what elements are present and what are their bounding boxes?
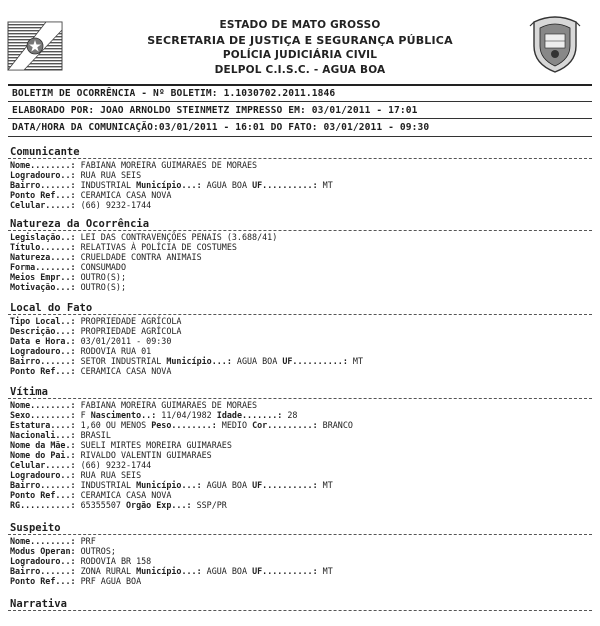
police-badge-emblem: [526, 12, 584, 74]
vitima-celular-row: Celular.....: (66) 9232-1744: [10, 460, 152, 470]
local-logradouro-row: Logradouro..: RODOVIA RUA 01: [10, 346, 152, 356]
local-bairro-row: Bairro......: SETOR INDUSTRIAL Município...: AGUA BOA UF..........: MT: [10, 356, 364, 366]
section-title-suspeito: Suspeito: [10, 522, 61, 534]
elaborado-line: ELABORADO POR: JOAO ARNOLDO STEINMETZ IMPRESSO EM: 03/01/2011 - 17:01: [12, 105, 418, 116]
natureza-forma-row: Forma.......: CONSUMADO: [10, 262, 126, 272]
divider: [8, 136, 592, 137]
section-title-vitima: Vítima: [10, 386, 48, 398]
natureza-motivacao-row: Motivação...: OUTRO(S);: [10, 282, 126, 292]
section-divider: [8, 534, 592, 535]
section-divider: [8, 314, 592, 315]
vitima-pai-row: Nome do Pai.: RIVALDO VALENTIN GUIMARAES: [10, 450, 212, 460]
vitima-ponto-ref-row: Ponto Ref...: CERAMICA CASA NOVA: [10, 490, 172, 500]
vitima-mae-row: Nome da Mãe.: SUELI MIRTES MOREIRA GUIMARAES: [10, 440, 232, 450]
suspeito-logradouro-row: Logradouro..: RODOVIA BR 158: [10, 556, 152, 566]
divider: [8, 118, 592, 119]
natureza-titulo-row: Título......: RELATIVAS À POLÍCIA DE COSTUMES: [10, 242, 237, 252]
vitima-nome-row: Nome........: FABIANA MOREIRA GUIMARAES DE MORAES: [10, 400, 258, 410]
comunicante-bairro-row: Bairro......: INDUSTRIAL Município...: AGUA BOA UF..........: MT: [10, 180, 333, 190]
section-divider: [8, 610, 592, 611]
comunicante-celular-row: Celular.....: (66) 9232-1744: [10, 200, 152, 210]
comunicacao-line: DATA/HORA DA COMUNICAÇÃO:03/01/2011 - 16:01 DO FATO: 03/01/2011 - 09:30: [12, 122, 430, 133]
vitima-estatura-row: Estatura....: 1,60 OU MENOS Peso........: MEDIO Cor.........: BRANCO: [10, 420, 353, 430]
vitima-nacionalidade-row: Nacionali...: BRASIL: [10, 430, 111, 440]
comunicante-logradouro-row: Logradouro..: RUA RUA SEIS: [10, 170, 142, 180]
natureza-meios-row: Meios Empr..: OUTRO(S);: [10, 272, 126, 282]
natureza-legislacao-row: Legislação..: LEI DAS CONTRAVENÇÕES PENAIS (3.688/41): [10, 232, 278, 242]
divider: [8, 101, 592, 102]
letterhead: [100, 18, 500, 78]
section-divider: [8, 230, 592, 231]
boletim-line: BOLETIM DE OCORRÊNCIA - Nº BOLETIM: 1.1030702.2011.1846: [12, 88, 336, 99]
section-title-comunicante: Comunicante: [10, 146, 80, 158]
local-tipo-row: Tipo Local..: PROPRIEDADE AGRÍCOLA: [10, 316, 182, 326]
suspeito-bairro-row: Bairro......: ZONA RURAL Município...: AGUA BOA UF..........: MT: [10, 566, 333, 576]
vitima-rg-row: RG..........: 65355507 Orgão Exp...: SSP/PR: [10, 500, 227, 510]
local-ponto-ref-row: Ponto Ref...: CERAMICA CASA NOVA: [10, 366, 172, 376]
natureza-natureza-row: Natureza....: CRUELDADE CONTRA ANIMAIS: [10, 252, 202, 262]
header-state: ESTADO DE MATO GROSSO: [219, 19, 381, 31]
comunicante-ponto-ref-row: Ponto Ref...: CERAMICA CASA NOVA: [10, 190, 172, 200]
header-police: POLÍCIA JUDICIÁRIA CIVIL: [222, 49, 378, 61]
suspeito-nome-row: Nome........: PRF: [10, 536, 96, 546]
local-data-hora-row: Data e Hora.: 03/01/2011 - 09:30: [10, 336, 172, 346]
vitima-bairro-row: Bairro......: INDUSTRIAL Município...: AGUA BOA UF..........: MT: [10, 480, 333, 490]
section-title-natureza: Natureza da Ocorrência: [10, 218, 150, 230]
local-descricao-row: Descrição...: PROPRIEDADE AGRÍCOLA: [10, 326, 182, 336]
state-flag-emblem: [6, 18, 64, 74]
suspeito-modus-row: Modus Operan: OUTROS;: [10, 546, 116, 556]
section-title-local: Local do Fato: [10, 302, 93, 314]
divider: [8, 84, 592, 86]
section-divider: [8, 158, 592, 159]
header-secretariat: SECRETARIA DE JUSTIÇA E SEGURANÇA PÚBLICA: [147, 34, 453, 47]
section-divider: [8, 398, 592, 399]
vitima-logradouro-row: Logradouro..: RUA RUA SEIS: [10, 470, 142, 480]
comunicante-nome-row: Nome........: FABIANA MOREIRA GUIMARAES DE MORAES: [10, 160, 258, 170]
suspeito-ponto-ref-row: Ponto Ref...: PRF AGUA BOA: [10, 576, 142, 586]
vitima-sexo-row: Sexo........: F Nascimento..: 11/04/1982 Idade.......: 28: [10, 410, 298, 420]
header-delpol: DELPOL C.I.S.C. - AGUA BOA: [214, 64, 386, 76]
section-title-narrativa: Narrativa: [10, 598, 67, 610]
